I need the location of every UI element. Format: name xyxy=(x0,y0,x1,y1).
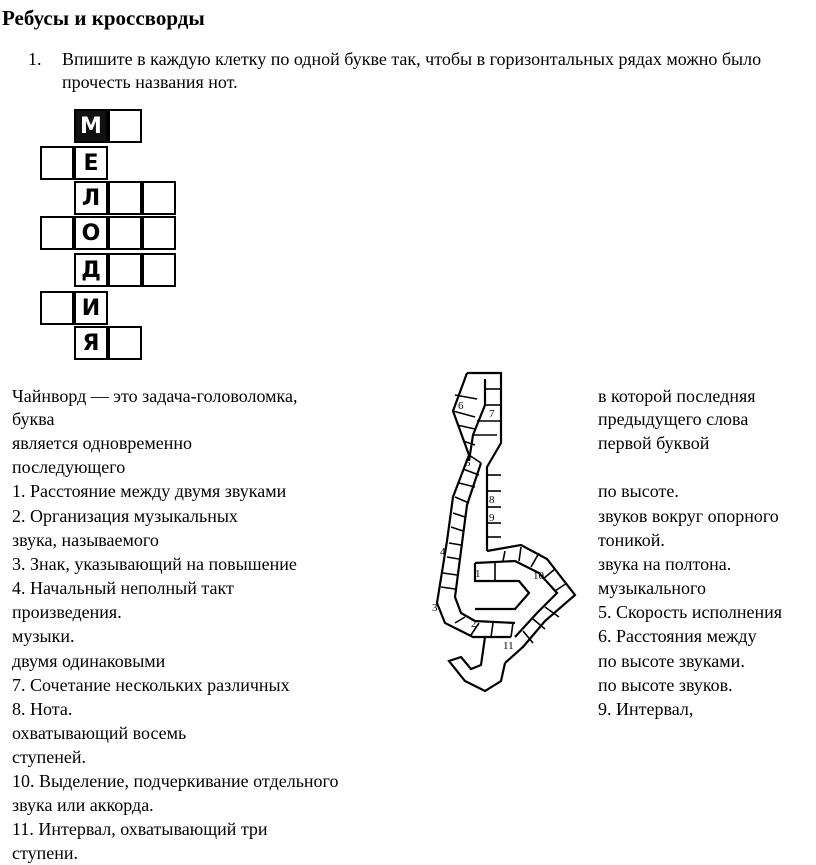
cell-number-11: 11 xyxy=(503,640,514,652)
text-line: является одновременно xyxy=(12,433,193,453)
text-line: буква xyxy=(12,409,55,429)
cell-number-6: 6 xyxy=(458,400,464,412)
cell-number-4: 4 xyxy=(440,546,446,558)
cell-number-1: 1 xyxy=(475,568,481,580)
text-line: произведения. xyxy=(12,602,122,622)
text-line: 2. Организация музыкальных xyxy=(12,506,238,526)
text-line: звуков вокруг опорного xyxy=(598,506,779,526)
crossword-cell[interactable] xyxy=(108,216,142,250)
text-line: музыки. xyxy=(12,626,75,646)
text-line: по высоте звуками. xyxy=(598,651,745,671)
cell-number-8: 8 xyxy=(489,494,495,506)
crossword-cell[interactable] xyxy=(142,181,176,215)
text-line: первой буквой xyxy=(598,433,710,453)
text-line: 8. Нота. xyxy=(12,699,73,719)
text-line: по высоте. xyxy=(598,481,679,501)
text-line: 1. Расстояние между двумя звуками xyxy=(12,481,287,501)
crossword-cell[interactable] xyxy=(108,326,142,360)
text-line: звука или аккорда. xyxy=(12,795,154,815)
text-line: в которой последняя xyxy=(598,386,756,406)
text-line: предыдущего слова xyxy=(598,409,749,429)
crossword-cell[interactable] xyxy=(108,253,142,287)
page-title: Ребусы и кроссворды xyxy=(2,6,205,30)
crossword-cell[interactable]: И xyxy=(74,291,108,325)
task-text: Впишите в каждую клетку по одной букве так, чтобы в горизонтальных рядах можно было прочесть названия нот. xyxy=(62,49,762,92)
crossword-cell[interactable] xyxy=(142,216,176,250)
text-line: двумя одинаковыми xyxy=(12,651,166,671)
text-line: по высоте звуков. xyxy=(598,675,733,695)
text-line: 10. Выделение, подчеркивание отдельного xyxy=(12,771,339,791)
text-line: 11. Интервал, охватывающий три xyxy=(12,819,268,839)
text-line: 4. Начальный неполный такт xyxy=(12,578,234,598)
text-line: звука на полтона. xyxy=(598,554,732,574)
crossword-cell[interactable] xyxy=(40,146,74,180)
text-line: звука, называемого xyxy=(12,530,159,550)
cell-number-10: 10 xyxy=(533,570,544,582)
text-line: Чайнворд — это задача-головоломка, xyxy=(12,386,298,406)
text-line: музыкального xyxy=(598,578,706,598)
cell-number-3: 3 xyxy=(432,602,438,614)
cell-number-2: 2 xyxy=(471,618,477,630)
crossword-cell[interactable]: Е xyxy=(74,146,108,180)
treble-clef-chainword xyxy=(415,365,580,700)
crossword-cell[interactable]: О xyxy=(74,216,108,250)
crossword-cell[interactable] xyxy=(142,253,176,287)
crossword-cell[interactable]: Я xyxy=(74,326,108,360)
text-line: 6. Расстояния между xyxy=(598,626,757,646)
text-line: охватывающий восемь xyxy=(12,723,187,743)
crossword-cell[interactable]: Д xyxy=(74,253,108,287)
text-line: ступеней. xyxy=(12,747,86,767)
text-line: ступени. xyxy=(12,843,79,863)
crossword-cell[interactable] xyxy=(108,109,142,143)
crossword-cell[interactable] xyxy=(40,216,74,250)
crossword-cell[interactable] xyxy=(108,181,142,215)
text-line: 7. Сочетание нескольких различных xyxy=(12,675,290,695)
text-line: 5. Скорость исполнения xyxy=(598,602,783,622)
text-line: 3. Знак, указывающий на повышение xyxy=(12,554,297,574)
crossword-cell[interactable]: Л xyxy=(74,181,108,215)
text-line: 9. Интервал, xyxy=(598,699,694,719)
text-line: тоникой. xyxy=(598,530,665,550)
crossword-cell[interactable] xyxy=(40,291,74,325)
cell-number-7: 7 xyxy=(489,408,495,420)
text-line: последующего xyxy=(12,457,126,477)
cell-number-9: 9 xyxy=(489,512,495,524)
crossword-cell[interactable]: М xyxy=(74,109,108,143)
cell-number-5: 5 xyxy=(465,457,471,469)
task-number: 1. xyxy=(28,49,42,69)
